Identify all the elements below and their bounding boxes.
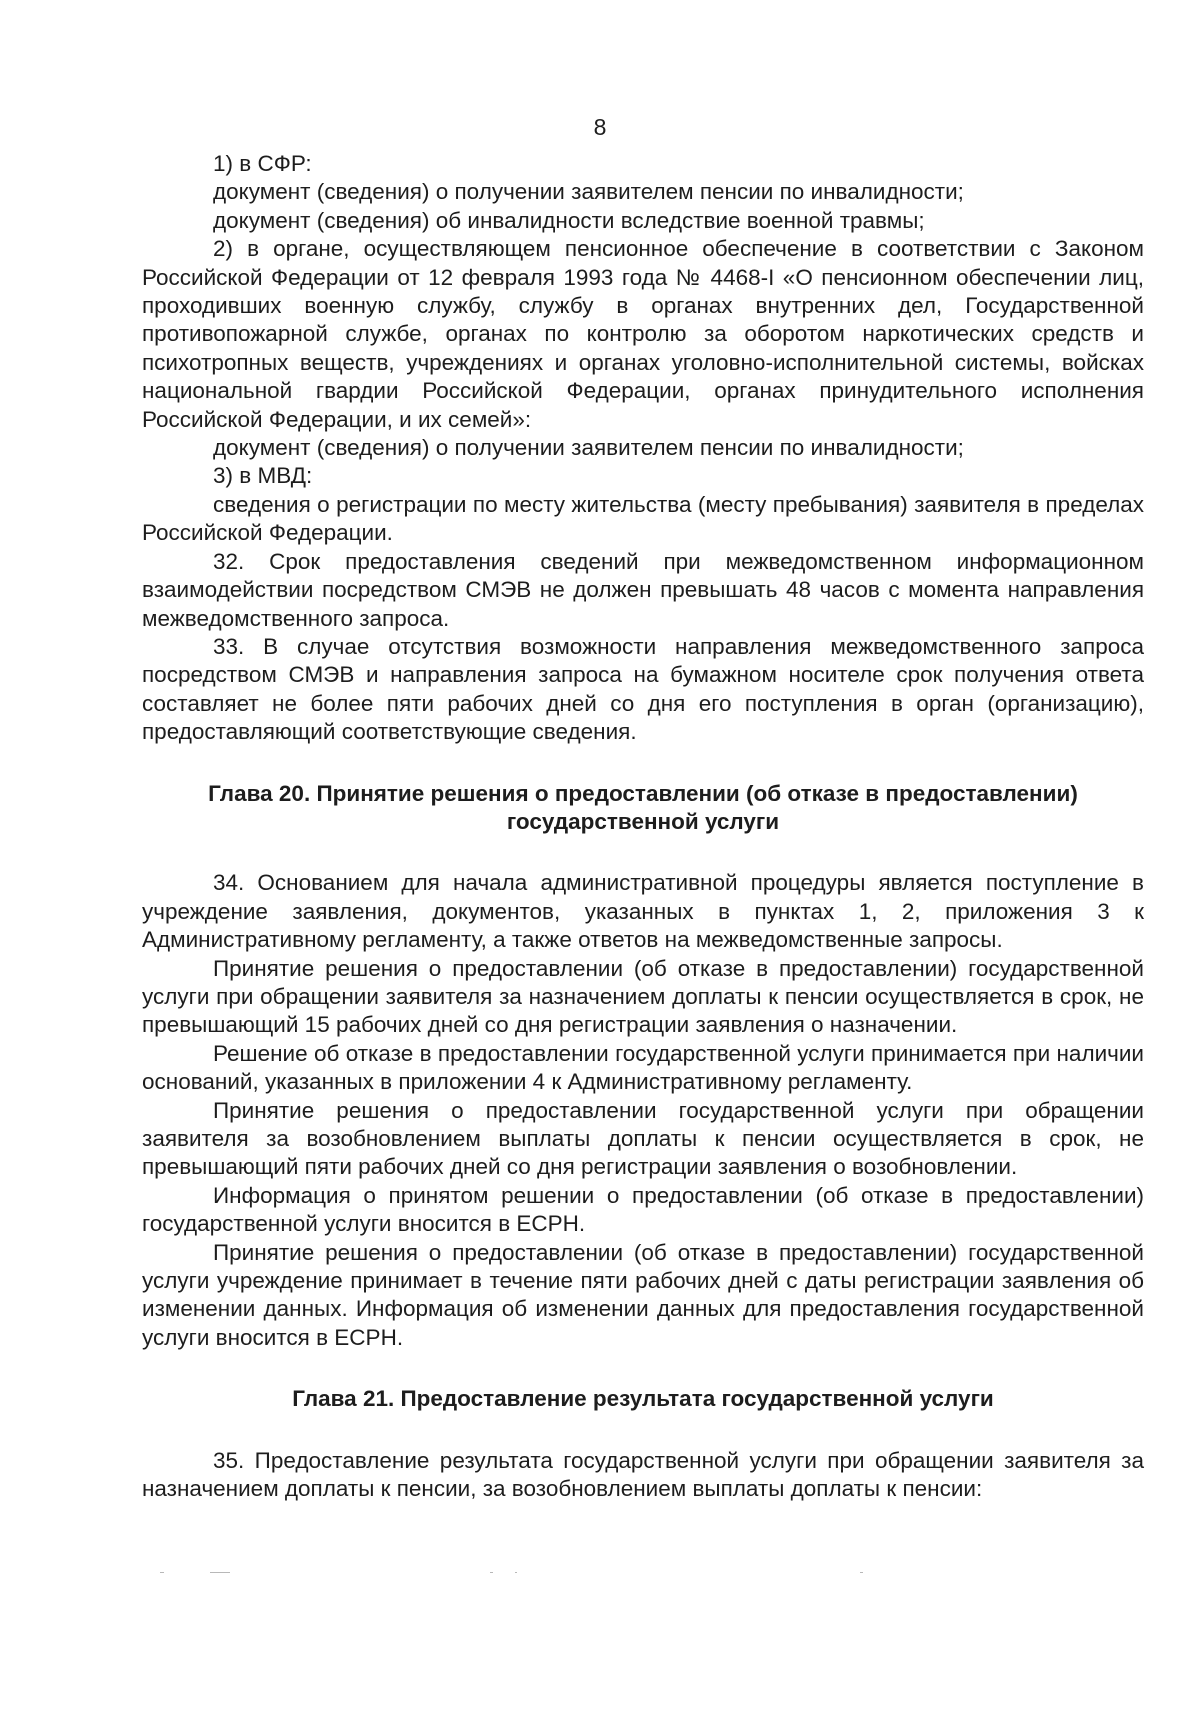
document-item: сведения о регистрации по месту жительства (месту пребывания) заявителя в пределах Российской Федерации.: [142, 491, 1144, 546]
paragraph: Принятие решения о предоставлении государственной услуги при обращении заявителя за возобновлением выплаты доплаты к пенсии осуществляется в срок, не превышающий пяти рабочих дней со дня регистрации заявления о возобновлении.: [142, 1097, 1144, 1180]
paragraph: Принятие решения о предоставлении (об отказе в предоставлении) государственной услуги при обращении заявителя за назначением доплаты к пенсии осуществляется в срок, не превышающий 15 рабочих дней со дня регистрации заявления о назначении.: [142, 955, 1144, 1038]
chapter-20-heading: Глава 20. Принятие решения о предоставлении (об отказе в предоставлении) государственной услуги: [208, 780, 1078, 834]
document-item: документ (сведения) о получении заявителем пенсии по инвалидности;: [213, 179, 964, 205]
document-item: документ (сведения) об инвалидности вследствие военной травмы;: [213, 207, 925, 233]
paragraph: Принятие решения о предоставлении (об отказе в предоставлении) государственной услуги учреждение принимает в течение пяти рабочих дней с даты регистрации заявления об изменении данных. Информация об изменении данных для предоставления государственной услуги вносится в ЕСРН.: [142, 1239, 1144, 1350]
paragraph-35: 35. Предоставление результата государственной услуги при обращении заявителя за назначением доплаты к пенсии, за возобновлением выплаты доплаты к пенсии:: [142, 1447, 1144, 1502]
paragraph: Информация о принятом решении о предоставлении (об отказе в предоставлении) государственной услуги вносится в ЕСРН.: [142, 1182, 1144, 1237]
paragraph-34: 34. Основанием для начала административной процедуры является поступление в учреждение заявления, документов, указанных в пунктах 1, 2, приложения 3 к Административному регламенту, а также ответов на межведомственные запросы.: [142, 870, 1144, 953]
page-number: 8: [593, 114, 607, 140]
paragraph-33: 33. В случае отсутствия возможности направления межведомственного запроса посредством СМЭВ и направления запроса на бумажном носителе срок получения ответа составляет не более пяти рабочих дней со дня его поступления в орган (организацию), предоставляющий соответствующие сведения.: [142, 633, 1144, 745]
paragraph-32: 32. Срок предоставления сведений при межведомственном информационном взаимодействии посредством СМЭВ не должен превышать 48 часов с момента направления межведомственного запроса.: [142, 548, 1144, 631]
document-item: документ (сведения) о получении заявителем пенсии по инвалидности;: [213, 435, 964, 461]
document-body: [142, 150, 1144, 1503]
paragraph: Решение об отказе в предоставлении государственной услуги принимается при наличии оснований, указанных в приложении 4 к Административному регламенту.: [142, 1040, 1144, 1095]
list-item-mvd: 3) в МВД:: [213, 463, 313, 489]
scan-artifact: [160, 1572, 940, 1578]
list-item-sfr: 1) в СФР:: [213, 151, 312, 176]
list-item-pension-authority: 2) в органе, осуществляющем пенсионное обеспечение в соответствии с Законом Российской Федерации от 12 февраля 1993 года № 4468-I «О пенсионном обеспечении лиц, проходивших военную службу, службу в органах внутренних дел, Государственной противопожарной службе, органах по контролю за оборотом наркотических средств и психотропных веществ, учреждениях и органах уголовно-исполнительной системы, войсках национальной гвардии Российской Федерации, органах принудительного исполнения Российской Федерации, и их семей»:: [142, 236, 1144, 432]
chapter-21-heading: Глава 21. Предоставление результата государственной услуги: [292, 1386, 994, 1412]
